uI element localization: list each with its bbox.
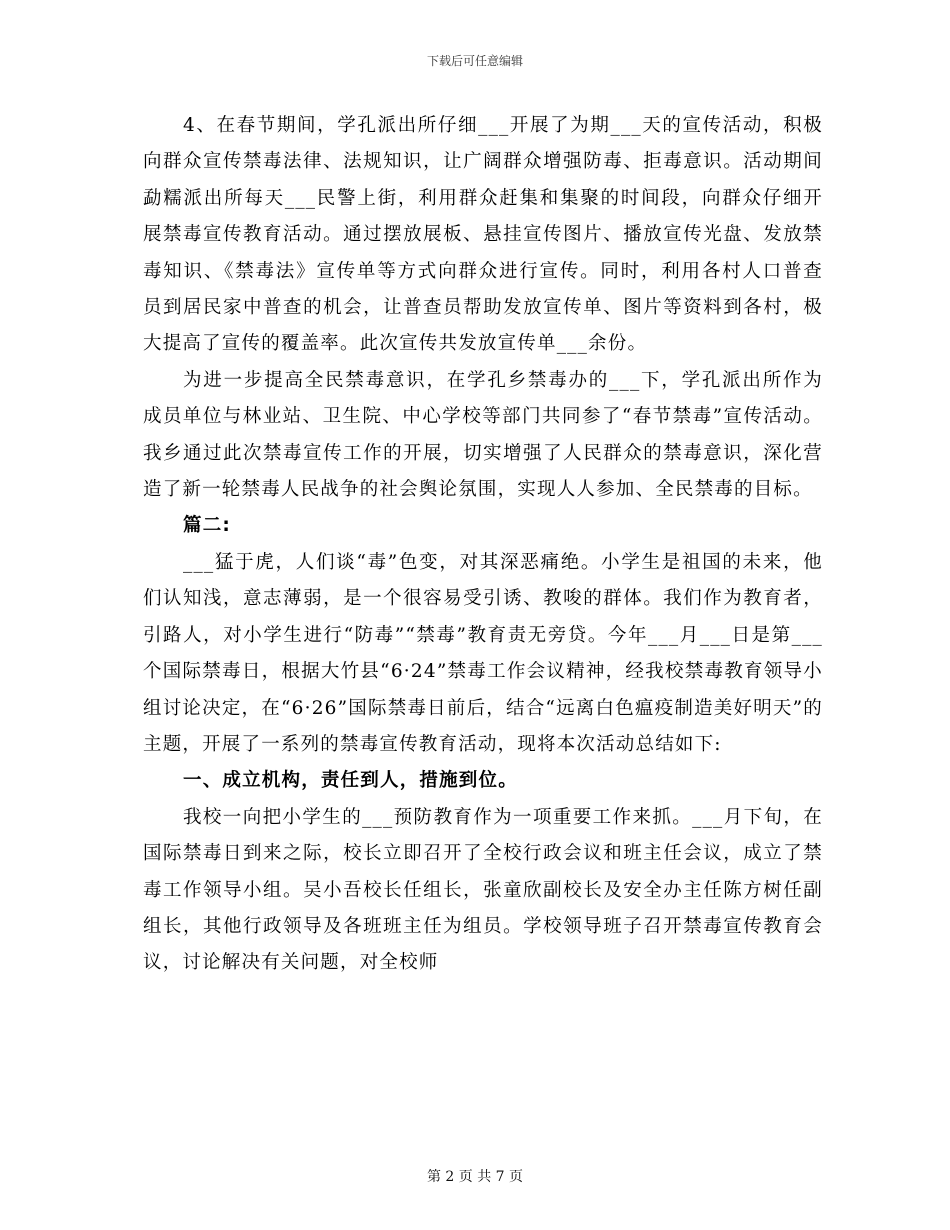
paragraph-leadership-group: 我校一向把小学生的___预防教育作为一项重要工作来抓。___月下旬，在国际禁毒日到来之际，校长立即召开了全校行政会议和班主任会议，成立了禁毒工作领导小组。吴小吾校长任组长，张童欣副校长及安全办主任陈方树任副组长，其他行政领导及各班班主任为组员。学校领导班子召开禁毒宣传教育会议，讨论解决有关问题，对全校师 — [143, 806, 823, 974]
paragraph-awareness-improvement: 为进一步提高全民禁毒意识，在学孔乡禁毒办的___下，学孔派出所作为成员单位与林业站、卫生院、中心学校等部门共同参了“春节禁毒”宣传活动。我乡通过此次禁毒宣传工作的开展，切实增强了人民群众的禁毒意识，深化营造了新一轮禁毒人民战争的社会舆论氛围，实现人人参加、全民禁毒的目标。 — [143, 369, 823, 501]
section-title: 篇二: — [183, 515, 231, 537]
page-number: 第 2 页 共 7 页 — [426, 1169, 524, 1185]
document-body — [143, 108, 823, 982]
page-header-note: 下载后可任意编辑 — [426, 54, 523, 68]
heading-establish-organization: 一、成立机构，责任到人，措施到位。 — [183, 770, 518, 792]
paragraph-school-introduction: ___猛于虎，人们谈“毒”色变，对其深恶痛绝。小学生是祖国的未来，他们认知浅，意志薄弱，是一个很容易受引诱、教唆的群体。我们作为教育者，引路人，对小学生进行“防毒”“禁毒”教育责无旁贷。今年___月___日是第___个国际禁毒日，根据大竹县“6·24”禁毒工作会议精神，经我校禁毒教育领导小组讨论决定，在“6·26”国际禁毒日前后，结合“远离白色瘟疫制造美好明天”的主题，开展了一系列的禁毒宣传教育活动，现将本次活动总结如下: — [143, 551, 823, 755]
paragraph-spring-festival-campaign: 4、在春节期间，学孔派出所仔细___开展了为期___天的宣传活动，积极向群众宣传禁毒法律、法规知识，让广阔群众增强防毒、拒毒意识。活动期间勐糯派出所每天___民警上街，利用群众赶集和集聚的时间段，向群众仔细开展禁毒宣传教育活动。通过摆放展板、悬挂宣传图片、播放宣传光盘、发放禁毒知识、《禁毒法》宣传单等方式向群众进行宣传。同时，利用各村人口普查员到居民家中普查的机会，让普查员帮助发放宣传单、图片等资料到各村，极大提高了宣传的覆盖率。此次宣传共发放宣传单___余份。 — [143, 115, 823, 355]
